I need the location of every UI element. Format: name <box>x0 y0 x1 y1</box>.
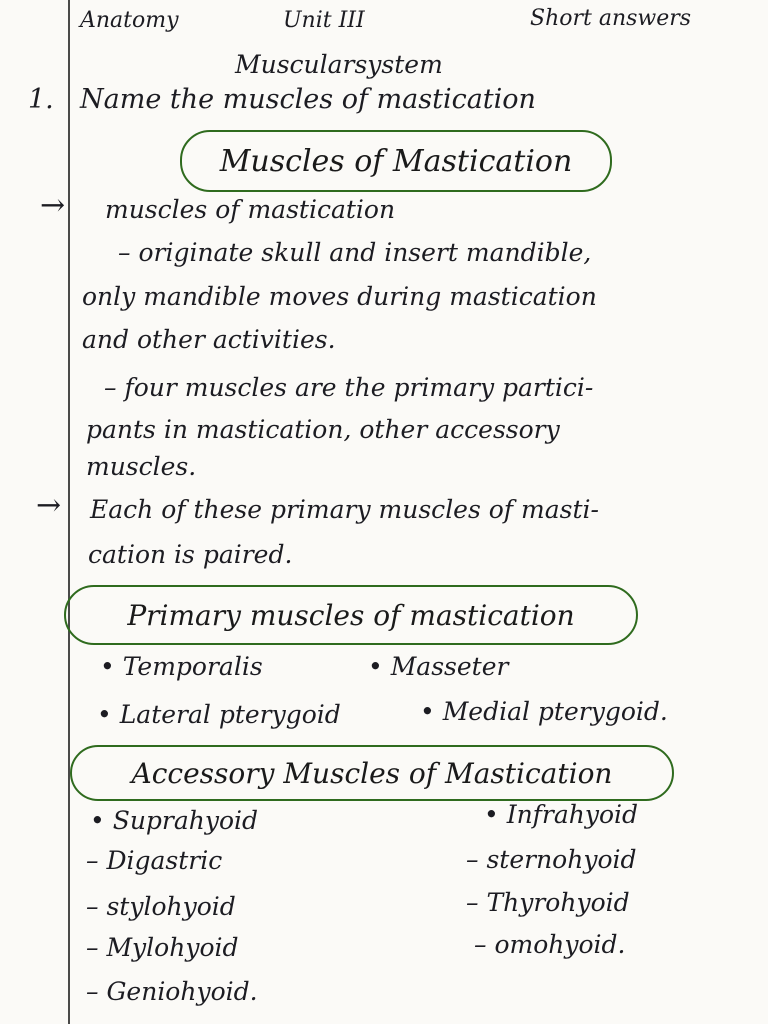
suprahyoid-heading: • Suprahyoid <box>90 806 259 835</box>
accessory-title-box <box>70 745 674 801</box>
question-text: Name the muscles of mastication <box>80 84 536 115</box>
unit-label: Unit III <box>283 8 365 33</box>
primary-muscle-medial-pterygoid: • Medial pterygoid. <box>420 697 668 726</box>
accessory-left-item: – Digastric <box>86 846 223 875</box>
primary-muscle-temporalis: • Temporalis <box>100 652 263 681</box>
accessory-left-item: – stylohyoid <box>86 892 236 921</box>
infrahyoid-heading: • Infrahyoid <box>484 800 639 829</box>
primary-muscle-masseter: • Masseter <box>368 652 509 681</box>
note-line-5: – four muscles are the primary partici- <box>104 373 594 402</box>
accessory-title: Accessory Muscles of Mastication <box>131 756 613 790</box>
primary-muscle-lateral-pterygoid: • Lateral pterygoid <box>97 700 341 729</box>
main-title-box <box>180 130 612 192</box>
note-line-2: – originate skull and insert mandible, <box>118 238 592 267</box>
accessory-left-item: – Geniohyoid. <box>86 977 258 1006</box>
accessory-right-item: – omohyoid. <box>474 930 626 959</box>
note-line-6: pants in mastication, other accessory <box>86 415 560 444</box>
accessory-right-item: – Thyrohyoid <box>466 888 630 917</box>
note-line-3: only mandible moves during mastication <box>82 282 597 311</box>
note-line-8: Each of these primary muscles of masti- <box>90 495 599 524</box>
margin-line <box>68 0 70 1024</box>
note-line-1: muscles of mastication <box>105 195 396 224</box>
note-line-4: and other activities. <box>82 325 336 354</box>
accessory-left-item: – Mylohyoid <box>86 933 239 962</box>
arrow-icon: → <box>36 488 62 523</box>
arrow-icon: → <box>40 188 66 223</box>
question-number: 1. <box>28 84 54 115</box>
subject-label: Anatomy <box>80 8 179 33</box>
accessory-right-item: – sternohyoid <box>466 845 637 874</box>
type-label: Short answers <box>530 6 692 31</box>
topic-label: Muscularsystem <box>235 50 443 79</box>
main-title: Muscles of Mastication <box>219 143 573 179</box>
note-line-9: cation is paired. <box>88 540 293 569</box>
note-line-7: muscles. <box>86 452 197 481</box>
primary-title: Primary muscles of mastication <box>127 598 575 632</box>
primary-title-box <box>64 585 638 645</box>
